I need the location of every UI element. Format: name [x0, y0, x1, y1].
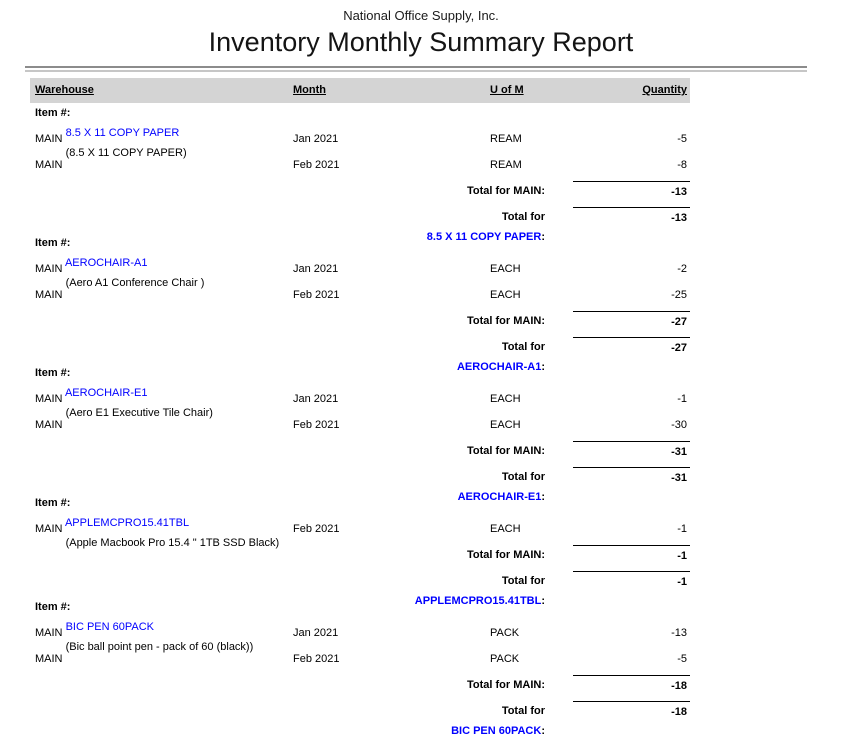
- warehouse-total-row: [30, 675, 690, 701]
- item-prefix-label: Item #:: [35, 237, 71, 249]
- warehouse-total-value: -18: [573, 675, 690, 695]
- warehouse-total-label: Total for MAIN:: [466, 549, 545, 561]
- item-code-link[interactable]: BIC PEN 60PACK: [451, 725, 542, 737]
- warehouse-total-row: [30, 441, 690, 467]
- company-name: National Office Supply, Inc.: [343, 8, 499, 23]
- total-for-label: Total for: [501, 705, 545, 717]
- item-description: (8.5 X 11 COPY PAPER): [65, 147, 187, 159]
- item-description: (Apple Macbook Pro 15.4 " 1TB SSD Black): [65, 537, 280, 549]
- warehouse-total-value: -27: [573, 311, 690, 331]
- warehouse-cell: MAIN: [35, 523, 63, 535]
- item-prefix-label: Item #:: [35, 497, 71, 509]
- report-page: [0, 8, 842, 737]
- item-description: (Aero A1 Conference Chair ): [65, 277, 205, 289]
- item-total-label: [30, 701, 545, 737]
- warehouse-cell: MAIN: [35, 627, 63, 639]
- item-description: (Bic ball point pen - pack of 60 (black)): [65, 641, 254, 653]
- table-row: [30, 129, 690, 155]
- item-code-link[interactable]: BIC PEN 60PACK: [65, 621, 155, 633]
- warehouse-total-value: -13: [573, 181, 690, 201]
- month-cell: Jan 2021: [293, 627, 339, 639]
- item-code-link[interactable]: 8.5 X 11 COPY PAPER: [426, 231, 542, 243]
- month-cell: Feb 2021: [293, 289, 340, 301]
- warehouse-total-row: [30, 311, 690, 337]
- item-section: [30, 363, 690, 503]
- colon: :: [541, 231, 545, 243]
- table-row: [30, 155, 690, 181]
- item-total-row: [30, 701, 690, 737]
- item-prefix-label: Item #:: [35, 107, 71, 119]
- item-total-value: -1: [573, 571, 690, 591]
- warehouse-cell: MAIN: [35, 263, 63, 275]
- warehouse-total-value: -31: [573, 441, 690, 461]
- item-code-link[interactable]: AEROCHAIR-E1: [457, 491, 542, 503]
- table-row: [30, 285, 690, 311]
- month-cell: Feb 2021: [293, 523, 340, 535]
- uom-cell: EACH: [490, 289, 521, 301]
- report-body: [30, 78, 690, 737]
- colon: :: [541, 595, 545, 607]
- table-row: [30, 415, 690, 441]
- uom-cell: PACK: [490, 627, 520, 639]
- item-code-link[interactable]: 8.5 X 11 COPY PAPER: [65, 127, 180, 139]
- item-code-link[interactable]: AEROCHAIR-A1: [456, 361, 542, 373]
- item-section: [30, 233, 690, 373]
- quantity-cell: -13: [671, 627, 687, 639]
- quantity-cell: -25: [671, 289, 687, 301]
- warehouse-total-value: -1: [573, 545, 690, 565]
- item-code-link[interactable]: AEROCHAIR-E1: [64, 387, 148, 399]
- uom-cell: EACH: [490, 419, 521, 431]
- table-row: [30, 519, 690, 545]
- item-prefix-label: Item #:: [35, 601, 71, 613]
- month-cell: Feb 2021: [293, 653, 340, 665]
- item-total-value: -31: [573, 467, 690, 487]
- item-description: (Aero E1 Executive Tile Chair): [65, 407, 213, 419]
- column-header-month: Month: [293, 84, 326, 96]
- column-header-quantity: Quantity: [642, 84, 687, 96]
- month-cell: Feb 2021: [293, 419, 340, 431]
- column-header-row: [30, 78, 690, 103]
- item-section: [30, 103, 690, 243]
- warehouse-cell: MAIN: [35, 159, 63, 171]
- warehouse-cell: MAIN: [35, 419, 63, 431]
- month-cell: Jan 2021: [293, 133, 339, 145]
- warehouse-cell: MAIN: [35, 653, 63, 665]
- header-divider: [25, 66, 807, 72]
- warehouse-total-label: Total for MAIN:: [466, 315, 545, 327]
- table-row: [30, 389, 690, 415]
- quantity-cell: -2: [677, 263, 687, 275]
- quantity-cell: -8: [677, 159, 687, 171]
- item-total-value: -13: [573, 207, 690, 227]
- table-row: [30, 259, 690, 285]
- warehouse-cell: MAIN: [35, 393, 63, 405]
- column-header-uom: U of M: [490, 84, 524, 96]
- warehouse-total-label: Total for MAIN:: [466, 185, 545, 197]
- warehouse-total-row: [30, 545, 690, 571]
- uom-cell: EACH: [490, 263, 521, 275]
- quantity-cell: -5: [677, 653, 687, 665]
- item-code-link[interactable]: APPLEMCPRO15.41TBL: [64, 517, 190, 529]
- month-cell: Jan 2021: [293, 263, 339, 275]
- uom-cell: REAM: [490, 133, 522, 145]
- month-cell: Jan 2021: [293, 393, 339, 405]
- month-cell: Feb 2021: [293, 159, 340, 171]
- total-for-label: Total for: [501, 211, 545, 223]
- table-row: [30, 623, 690, 649]
- warehouse-cell: MAIN: [35, 289, 63, 301]
- quantity-cell: -30: [671, 419, 687, 431]
- item-code-link[interactable]: APPLEMCPRO15.41TBL: [414, 595, 542, 607]
- uom-cell: EACH: [490, 393, 521, 405]
- quantity-cell: -1: [677, 393, 687, 405]
- item-code-link[interactable]: AEROCHAIR-A1: [64, 257, 148, 269]
- warehouse-total-label: Total for MAIN:: [466, 445, 545, 457]
- item-total-value: -18: [573, 701, 690, 721]
- item-section: [30, 597, 690, 737]
- item-prefix-label: Item #:: [35, 367, 71, 379]
- total-for-label: Total for: [501, 575, 545, 587]
- item-total-value: -27: [573, 337, 690, 357]
- total-for-label: Total for: [501, 341, 545, 353]
- uom-cell: REAM: [490, 159, 522, 171]
- uom-cell: EACH: [490, 523, 521, 535]
- warehouse-total-row: [30, 181, 690, 207]
- total-for-label: Total for: [501, 471, 545, 483]
- colon: :: [541, 491, 545, 503]
- uom-cell: PACK: [490, 653, 520, 665]
- warehouse-cell: MAIN: [35, 133, 63, 145]
- quantity-cell: -1: [677, 523, 687, 535]
- table-row: [30, 649, 690, 675]
- colon: :: [541, 361, 545, 373]
- quantity-cell: -5: [677, 133, 687, 145]
- page-title: Inventory Monthly Summary Report: [208, 27, 634, 57]
- warehouse-total-label: Total for MAIN:: [466, 679, 545, 691]
- column-header-warehouse: Warehouse: [35, 84, 94, 96]
- item-section: [30, 493, 690, 607]
- colon: :: [541, 725, 545, 737]
